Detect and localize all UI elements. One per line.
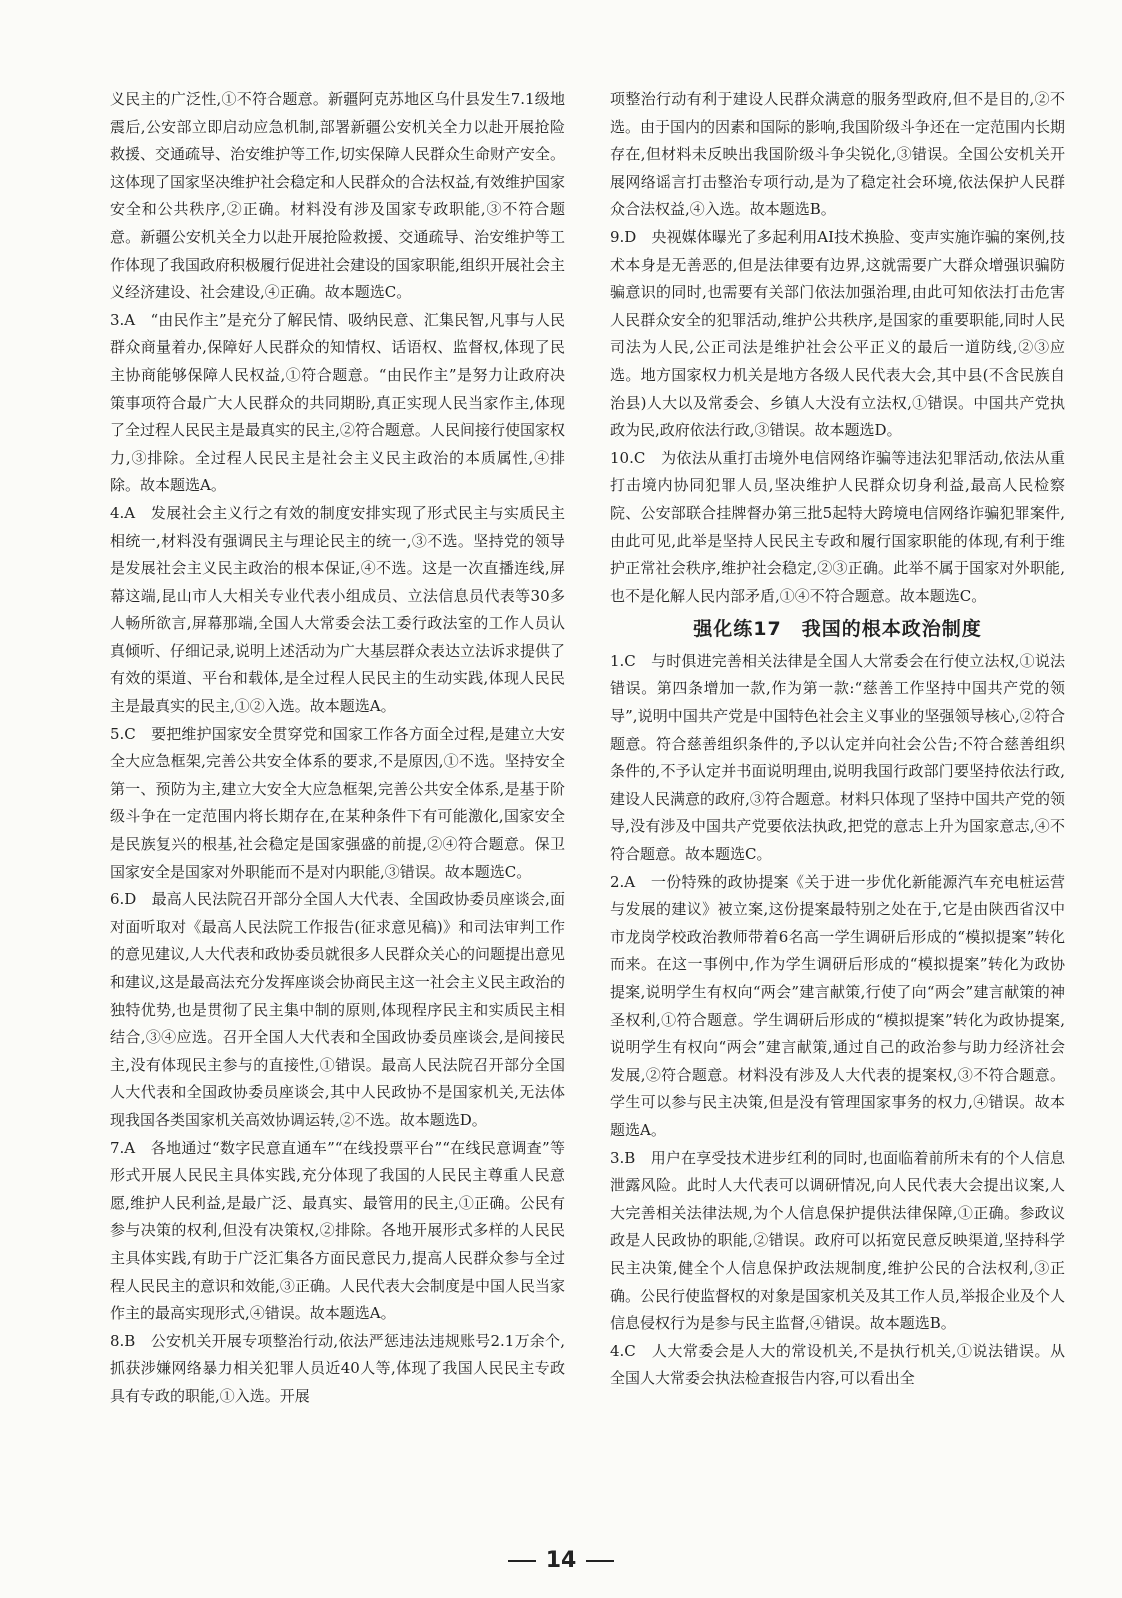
answer-item-2 xyxy=(610,869,1065,1145)
answer-label: 2.A xyxy=(610,872,636,891)
answer-label: 10.C xyxy=(610,448,646,467)
answer-item-3 xyxy=(110,307,565,500)
left-column xyxy=(110,86,565,1411)
answer-item-4b xyxy=(610,1338,1065,1393)
answer-text: “由民作主”是充分了解民情、吸纳民意、汇集民智,凡事与人民群众商量着办,保障好人民群众的知情权、话语权、监督权,体现了民主协商能够保障人民权益,①符合题意。“由民作主”是努力让政府决策事项符合最广大人民群众的共同期盼,真正实现人民当家作主,体现了全过程人民民主是最真实的民主,②符合题意。人民间接行使国家权力,③排除。全过程人民民主是社会主义民主政治的本质属性,④排除。故本题选A。 xyxy=(110,310,565,495)
right-column xyxy=(610,86,1065,1393)
answer-label: 3.A xyxy=(110,310,136,329)
answer-item-7 xyxy=(110,1135,565,1328)
section-title: 强化练17 我国的根本政治制度 xyxy=(693,618,982,641)
page-number-dash-right xyxy=(586,1560,614,1562)
answer-label: 7.A xyxy=(110,1138,136,1157)
answer-label: 9.D xyxy=(610,227,637,246)
answer-text: 人大常委会是人大的常设机关,不是执行机关,①说法错误。从全国人大常委会执法检查报告内容,可以看出全 xyxy=(610,1341,1065,1388)
answer-label: 3.B xyxy=(610,1148,636,1167)
answer-label: 4.C xyxy=(610,1341,636,1360)
left-intro-paragraph: 义民主的广泛性,①不符合题意。新疆阿克苏地区乌什县发生7.1级地震后,公安部立即启动应急机制,部署新疆公安机关全力以赴开展抢险救援、交通疏导、治安维护等工作,切实保障人民群众生命财产安全。这体现了国家坚决维护社会稳定和人民群众的合法权益,有效维护国家安全和公共秩序,②正确。材料没有涉及国家专政职能,③不符合题意。新疆公安机关全力以赴开展抢险救援、交通疏导、治安维护等工作体现了我国政府积极履行促进社会建设的国家职能,组织开展社会主义经济建设、社会建设,④正确。故本题选C。 xyxy=(110,90,565,302)
page-number-text: 14 xyxy=(545,1548,577,1573)
answer-text: 与时俱进完善相关法律是全国人大常委会在行使立法权,①说法错误。第四条增加一款,作为第一款:“慈善工作坚持中国共产党的领导”,说明中国共产党是中国特色社会主义事业的坚强领导核心,②符合题意。符合慈善组织条件的,予以认定并向社会公告;不符合慈善组织条件的,不予认定并书面说明理由,说明我国行政部门要坚持依法行政,建设人民满意的政府,③符合题意。材料只体现了坚持中国共产党的领导,没有涉及中国共产党要依法执政,把党的意志上升为国家意志,④不符合题意。故本题选C。 xyxy=(610,651,1065,864)
answer-item-4 xyxy=(110,500,565,721)
answer-item-5 xyxy=(110,721,565,887)
answer-label: 6.D xyxy=(110,890,137,909)
answer-label: 1.C xyxy=(610,651,636,670)
page-number-dash-left xyxy=(508,1560,536,1562)
right-intro-paragraph: 项整治行动有利于建设人民群众满意的服务型政府,但不是目的,②不选。由于国内的因素和国际的影响,我国阶级斗争还在一定范围内长期存在,但材料未反映出我国阶级斗争尖锐化,③错误。全国公安机关开展网络谣言打击整治专项行动,是为了稳定社会环境,依法保护人民群众合法权益,④入选。故本题选B。 xyxy=(610,90,1065,219)
answer-label: 8.B xyxy=(110,1331,136,1350)
page-number xyxy=(0,1548,1122,1573)
answer-text: 一份特殊的政协提案《关于进一步优化新能源汽车充电桩运营与发展的建议》被立案,这份提案最特别之处在于,它是由陕西省汉中市龙岗学校政治教师带着6名高一学生调研后形成的“模拟提案”转化而来。在这一事例中,作为学生调研后形成的“模拟提案”转化为政协提案,说明学生有权向“两会”建言献策,行使了向“两会”建言献策的神圣权利,①符合题意。学生调研后形成的“模拟提案”转化为政协提案,说明学生有权向“两会”建言献策,通过自己的政治参与助力经济社会发展,②符合题意。材料没有涉及人大代表的提案权,③不符合题意。学生可以参与民主决策,但是没有管理国家事务的权力,④错误。故本题选A。 xyxy=(610,872,1065,1139)
answer-item-3b xyxy=(610,1145,1065,1338)
answer-item-1 xyxy=(610,648,1065,869)
answer-text: 最高人民法院召开部分全国人大代表、全国政协委员座谈会,面对面听取对《最高人民法院工作报告(征求意见稿)》和司法审判工作的意见建议,人大代表和政协委员就很多人民群众关心的问题提出意见和建议,这是最高法充分发挥座谈会协商民主这一社会主义民主政治的独特优势,也是贯彻了民主集中制的原则,体现程序民主和实质民主相结合,③④应选。召开全国人大代表和全国政协委员座谈会,是间接民主,没有体现民主参与的直接性,①错误。最高人民法院召开部分全国人大代表和全国政协委员座谈会,其中人民政协不是国家机关,无法体现我国各类国家机关高效协调运转,②不选。故本题选D。 xyxy=(110,890,565,1129)
answer-text: 各地通过“数字民意直通车”“在线投票平台”“在线民意调查”等形式开展人民民主具体实践,充分体现了我国的人民民主尊重人民意愿,维护人民利益,是最广泛、最真实、最管用的民主,①正确。公民有参与决策的权利,但没有决策权,②排除。各地开展形式多样的人民民主具体实践,有助于广泛汇集各方面民意民力,提高人民群众参与全过程人民民主的意识和效能,③正确。人民代表大会制度是中国人民当家作主的最高实现形式,④错误。故本题选A。 xyxy=(110,1138,565,1323)
answer-text: 央视媒体曝光了多起利用AI技术换脸、变声实施诈骗的案例,技术本身是无善恶的,但是法律要有边界,这就需要广大群众增强识骗防骗意识的同时,也需要有关部门依法加强治理,由此可知依法打击危害人民群众安全的犯罪活动,维护公共秩序,是国家的重要职能,同时人民司法为人民,公正司法是维护社会公平正义的最后一道防线,②③应选。地方国家权力机关是地方各级人民代表大会,其中县(不含民族自治县)人大以及常委会、乡镇人大没有立法权,①错误。中国共产党执政为民,政府依法行政,③错误。故本题选D。 xyxy=(610,227,1065,440)
answer-text: 公安机关开展专项整治行动,依法严惩违法违规账号2.1万余个,抓获涉嫌网络暴力相关犯罪人员近40人等,体现了我国人民民主专政具有专政的职能,①入选。开展 xyxy=(110,1331,565,1405)
answer-text: 为依法从重打击境外电信网络诈骗等违法犯罪活动,依法从重打击境内协同犯罪人员,坚决维护人民群众切身利益,最高人民检察院、公安部联合挂牌督办第三批5起特大跨境电信网络诈骗犯罪案件,由此可见,此举是坚持人民民主专政和履行国家职能的体现,有利于维护正常社会秩序,维护社会稳定,②③正确。此举不属于国家对外职能,也不是化解人民内部矛盾,①④不符合题意。故本题选C。 xyxy=(610,448,1065,605)
answer-text: 发展社会主义行之有效的制度安排实现了形式民主与实质民主相统一,材料没有强调民主与理论民主的统一,③不选。坚持党的领导是发展社会主义民主政治的根本保证,④不选。这是一次直播连线,屏幕这端,昆山市人大相关专业代表小组成员、立法信息员代表等30多人畅所欲言,屏幕那端,全国人大常委会法工委行政法室的工作人员认真倾听、仔细记录,说明上述活动为广大基层群众表达立法诉求提供了有效的渠道、平台和载体,是全过程人民民主的生动实践,体现人民民主是最真实的民主,①②入选。故本题选A。 xyxy=(110,503,565,716)
answer-item-6 xyxy=(110,886,565,1134)
answer-text: 用户在享受技术进步红利的同时,也面临着前所未有的个人信息泄露风险。此时人大代表可以调研情况,向人民代表大会提出议案,人大完善相关法律法规,为个人信息保护提供法律保障,①正确。参政议政是人民政协的职能,②错误。政府可以拓宽民意反映渠道,坚持科学民主决策,健全个人信息保护政法规制度,维护公民的合法权利,③正确。公民行使监督权的对象是国家机关及其工作人员,举报企业及个人信息侵权行为是参与民主监督,④错误。故本题选B。 xyxy=(610,1148,1065,1333)
answer-label: 4.A xyxy=(110,503,136,522)
answer-item-9 xyxy=(610,224,1065,445)
answer-label: 5.C xyxy=(110,724,136,743)
answer-item-10 xyxy=(610,445,1065,611)
answer-text: 要把维护国家安全贯穿党和国家工作各方面全过程,是建立大安全大应急框架,完善公共安全体系的要求,不是原因,①不选。坚持安全第一、预防为主,建立大安全大应急框架,完善公共安全体系,是基于阶级斗争在一定范围内将长期存在,在某种条件下有可能激化,国家安全是民族复兴的根基,社会稳定是国家强盛的前提,②④符合题意。保卫国家安全是国家对外职能而不是对内职能,③错误。故本题选C。 xyxy=(110,724,565,881)
answer-item-8 xyxy=(110,1328,565,1411)
